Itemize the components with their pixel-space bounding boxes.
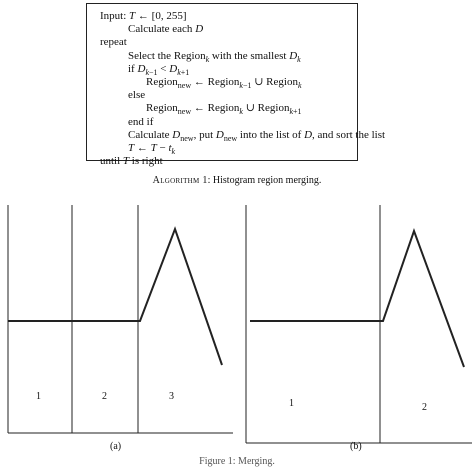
algorithm-line: Input: T ← [0, 255] xyxy=(100,10,187,22)
figure-caption: Figure 1: Merging. xyxy=(199,456,275,467)
algorithm-caption-text: : Histogram region merging. xyxy=(207,175,322,186)
algorithm-line: if $D_{k-1} < D_{k+1}$ xyxy=(128,62,190,77)
panel-b-plot xyxy=(246,205,472,443)
panel-b-region-2: 2 xyxy=(422,402,427,413)
algorithm-line: repeat xyxy=(100,36,127,49)
panel-a-plot xyxy=(8,205,233,433)
panel-a-region-3: 3 xyxy=(169,391,174,402)
algorithm-line: end if xyxy=(128,115,154,128)
panel-a-region-1: 1 xyxy=(36,391,41,402)
panel-a-label: (a) xyxy=(110,441,122,452)
algorithm-line: T ← $T - t_k$ xyxy=(128,142,176,156)
panel-b-histogram-line xyxy=(250,231,464,367)
algorithm-line: Calculate $D_{new}$, put $D_{new}$ into the list of D, and sort the list xyxy=(128,128,386,143)
algorithm-line: until T is right xyxy=(100,155,163,168)
algorithm-line: Region$_{new}$ ← Region$_k$ ∪ Region$_{k+1}$ xyxy=(146,102,302,117)
panel-a-histogram-line xyxy=(8,229,222,365)
algorithm-caption-label: Algorithm 1 xyxy=(152,175,208,186)
algorithm-line: else xyxy=(128,89,146,102)
algorithm-line: Region$_{new}$ ← Region$_{k-1}$ ∪ Region$_k$ xyxy=(146,76,302,90)
algorithm-line: Select the Region$_k$ with the smallest $D_k$ xyxy=(128,49,301,64)
panel-b-label: (b) xyxy=(350,441,362,452)
panel-a-region-2: 2 xyxy=(102,391,107,402)
panel-b-region-1: 1 xyxy=(289,398,294,409)
algorithm-line: Calculate each D xyxy=(128,23,204,36)
